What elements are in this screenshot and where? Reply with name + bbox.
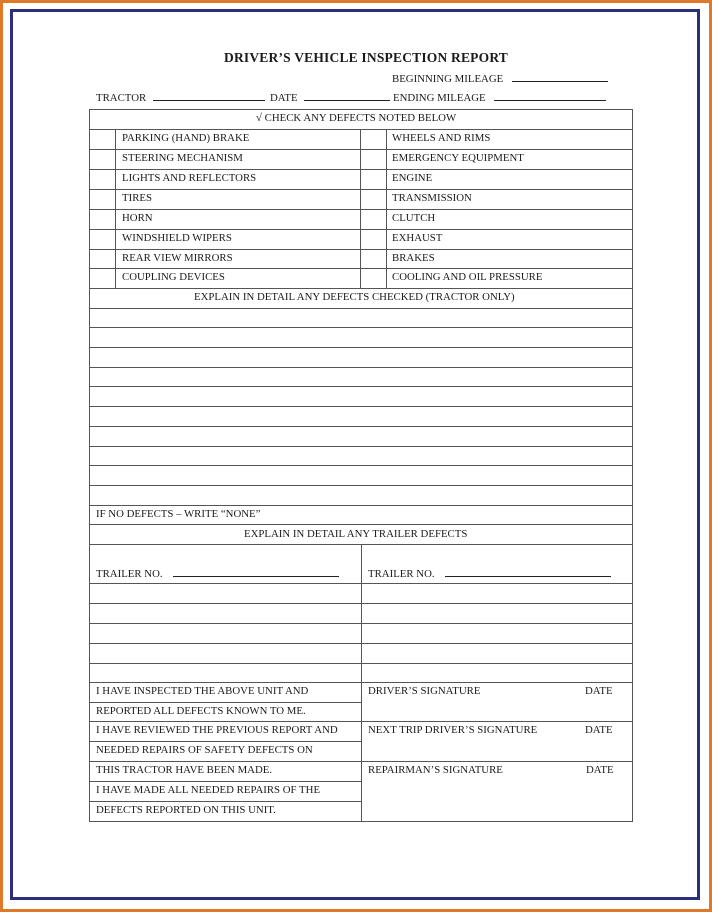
certification-line: I HAVE REVIEWED THE PREVIOUS REPORT AND [96,724,338,736]
grid-rule [89,741,361,742]
checklist-item-label: STEERING MECHANISM [122,152,243,164]
tractor-defects-text-area[interactable] [90,309,632,505]
certification-line: REPORTED ALL DEFECTS KNOWN TO ME. [96,705,306,717]
checkbox-clutch[interactable] [361,210,386,229]
next-trip-signature-label: NEXT TRIP DRIVER’S SIGNATURE [368,724,538,736]
checklist-item-label: HORN [122,212,153,224]
certification-line: I HAVE MADE ALL NEEDED REPAIRS OF THE [96,784,321,796]
checklist-item-label: COUPLING DEVICES [122,271,225,283]
checklist-item-label: BRAKES [392,252,435,264]
trailer-no-input[interactable] [173,567,339,577]
checklist-item-label: EMERGENCY EQUIPMENT [392,152,524,164]
beginning-mileage-field [392,72,608,85]
grid-rule [89,505,632,506]
checklist-item-label: ENGINE [392,172,433,184]
checkbox-brakes[interactable] [361,250,386,268]
certification-line: I HAVE INSPECTED THE ABOVE UNIT AND [96,685,309,697]
grid-rule [89,702,361,703]
checkbox-transmission[interactable] [361,190,386,209]
tractor-field [96,91,265,104]
no-defects-instruction: IF NO DEFECTS – WRITE “NONE” [96,508,261,520]
checkbox-horn[interactable] [90,210,115,229]
checklist-item-label: COOLING AND OIL PRESSURE [392,271,543,283]
checkbox-cooling-oil-pressure[interactable] [361,269,386,288]
date-label: DATE [270,92,298,104]
trailer-no-label: TRAILER NO. [96,568,163,580]
grid-rule [89,781,361,782]
checkbox-steering-mechanism[interactable] [90,150,115,169]
repairman-signature-label: REPAIRMAN’S SIGNATURE [368,764,503,776]
certification-line: DEFECTS REPORTED ON THIS UNIT. [96,804,276,816]
repairman-date-label: DATE [586,764,614,776]
checklist-item-label: CLUTCH [392,212,436,224]
next-trip-date-label: DATE [585,724,613,736]
explain-tractor-heading: EXPLAIN IN DETAIL ANY DEFECTS CHECKED (TRACTOR ONLY) [194,291,515,303]
ending-mileage-field [393,91,606,104]
explain-trailer-heading: EXPLAIN IN DETAIL ANY TRAILER DEFECTS [244,528,468,540]
checklist-item-label: REAR VIEW MIRRORS [122,252,233,264]
drivers-signature-label: DRIVER’S SIGNATURE [368,685,481,697]
tractor-input[interactable] [153,91,265,101]
checkbox-exhaust[interactable] [361,230,386,249]
checklist-item-label: TRANSMISSION [392,192,472,204]
date-input[interactable] [304,91,390,101]
trailer-no-field-left [96,567,339,580]
checkbox-emergency-equipment[interactable] [361,150,386,169]
checkbox-rear-view-mirrors[interactable] [90,250,115,268]
grid-rule [89,524,632,525]
checkbox-lights-reflectors[interactable] [90,170,115,189]
checkbox-engine[interactable] [361,170,386,189]
certification-line: THIS TRACTOR HAVE BEEN MADE. [96,764,273,776]
beginning-mileage-label: BEGINNING MILEAGE [392,73,504,85]
drivers-signature-date-label: DATE [585,685,613,697]
checkbox-tires[interactable] [90,190,115,209]
form-title: DRIVER’S VEHICLE INSPECTION REPORT [224,50,509,65]
checkbox-windshield-wipers[interactable] [90,230,115,249]
checkbox-column-divider [115,129,116,288]
checklist-item-label: LIGHTS AND REFLECTORS [122,172,257,184]
checklist-item-label: TIRES [122,192,152,204]
trailer-defects-text-area-left[interactable] [90,584,360,682]
certification-line: NEEDED REPAIRS OF SAFETY DEFECTS ON [96,744,313,756]
checklist-item-label: WINDSHIELD WIPERS [122,232,232,244]
ending-mileage-label: ENDING MILEAGE [393,92,486,104]
checkbox-column-divider [386,129,387,288]
trailer-no-input[interactable] [445,567,611,577]
beginning-mileage-input[interactable] [512,72,608,82]
grid-rule [89,109,632,110]
checkbox-wheels-rims[interactable] [361,130,386,149]
trailer-no-label: TRAILER NO. [368,568,435,580]
grid-rule [89,288,632,289]
tractor-label: TRACTOR [96,92,147,104]
grid-border-right [632,109,633,822]
grid-rule [89,821,632,822]
checklist-item-label: WHEELS AND RIMS [392,132,491,144]
grid-rule [89,801,361,802]
checkbox-coupling-devices[interactable] [90,269,115,288]
ending-mileage-input[interactable] [494,91,606,101]
next-trip-signature-field[interactable] [362,739,632,761]
checklist-item-label: PARKING (HAND) BRAKE [122,132,250,144]
trailer-no-field-right [368,567,611,580]
repairman-signature-field[interactable] [362,779,632,821]
date-field [270,91,390,104]
trailer-defects-text-area-right[interactable] [362,584,632,682]
checkbox-parking-brake[interactable] [90,130,115,149]
drivers-signature-field[interactable] [362,699,632,721]
check-defects-header: √ CHECK ANY DEFECTS NOTED BELOW [256,112,457,124]
checklist-item-label: EXHAUST [392,232,443,244]
